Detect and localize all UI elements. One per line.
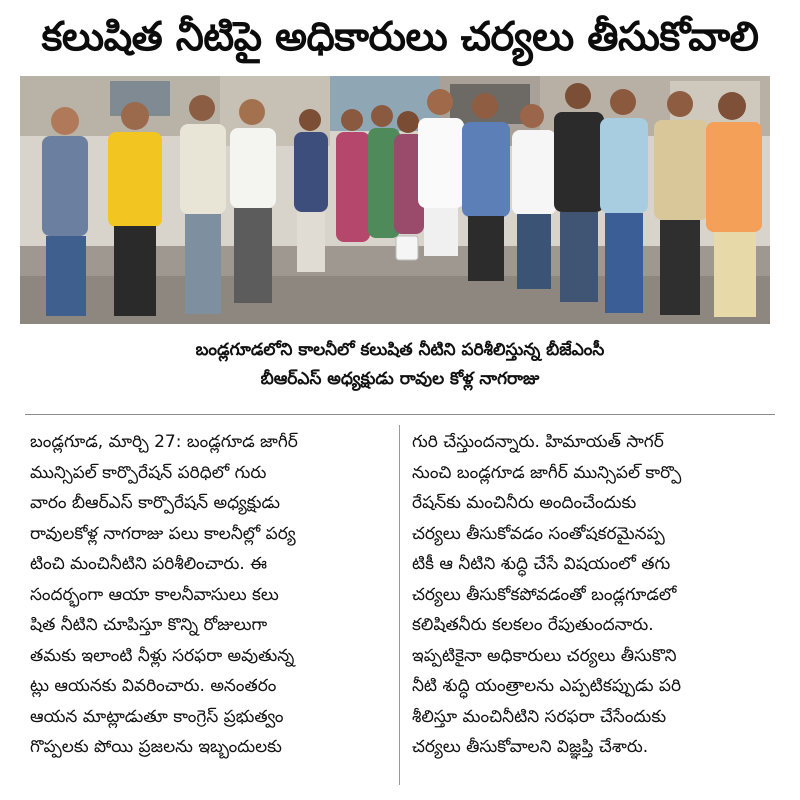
caption-divider — [25, 414, 775, 415]
article-line: చర్యలు తీసుకోకపోవడంతో బండ్లగూడలో — [412, 584, 677, 605]
caption-line-2: బీఆర్ఎస్ అధ్యక్షుడు రావుల కోళ్ల నాగరాజు — [260, 369, 540, 389]
article-line: టికీ ఆ నీటిని శుద్ధి చేసే విషయంలో తగు — [412, 554, 671, 574]
article-line: ఇప్పటికైనా అధికారులు చర్యలు తీసుకొని — [412, 645, 677, 666]
article-line: రేషన్‌కు మంచినీరు అందించేందుకు — [412, 493, 637, 513]
article-line: నీటి శుద్ధి యంత్రాలను ఎప్పటికప్పుడు పరి — [412, 676, 682, 696]
article-line: షిత నీటిని చూపిస్తూ కొన్ని రోజులుగా — [30, 615, 268, 635]
article-line: మున్సిపల్ కార్పొరేషన్ పరిధిలో గురు — [30, 462, 267, 483]
news-photo — [20, 76, 770, 324]
article-line: నుంచి బండ్లగూడ జాగీర్ మున్సిపల్ కార్పొ — [412, 462, 682, 483]
photo-caption — [40, 336, 760, 394]
group-photo-icon — [20, 76, 770, 324]
article-line: టించి మంచినీటిని పరిశీలించారు. ఈ — [30, 554, 268, 574]
article-line: రావులకోళ్ల నాగరాజు పలు కాలనీల్లో పర్య — [30, 523, 296, 544]
article-line: గొప్పలకు పోయి ప్రజలను ఇబ్బందులకు — [30, 737, 282, 757]
article-line: కలిషితనీరు కలకలం రేపుతుందనారు. — [412, 615, 654, 635]
article-line: చర్యలు తీసుకోవడం సంతోషకరమైనప్ప — [412, 523, 665, 544]
article-column-left — [30, 427, 382, 763]
article-column-right — [412, 427, 764, 763]
column-divider — [399, 425, 400, 785]
article-line: బండ్లగూడ, మార్చి 27: బండ్లగూడ జాగీర్ — [30, 432, 298, 452]
headline: కలుషిత నీటిపై అధికారులు చర్యలు తీసుకోవాలి — [41, 14, 759, 60]
caption-line-1: బండ్లగూడలోని కాలనీలో కలుషిత నీటిని పరిశీలిస్తున్న బీజేఎంసీ — [195, 340, 605, 360]
article-line: ట్లు ఆయనకు వివరించారు. అనంతరం — [30, 676, 277, 696]
article-line: వారం బీఆర్ఎస్ కార్పొరేషన్ అధ్యక్షుడు — [30, 493, 280, 513]
article-line: శీలిస్తూ మంచినీటిని సరఫరా చేసేందుకు — [412, 706, 667, 727]
article-line: గురి చేస్తుందన్నారు. హిమాయత్ సాగర్ — [412, 432, 664, 452]
article-line: చర్యలు తీసుకోవాలని విజ్ఞప్తి చేశారు. — [412, 737, 649, 757]
article-line: తమకు ఇలాంటి నీళ్లు సరఫరా అవుతున్న — [30, 645, 295, 666]
article-line: సందర్భంగా ఆయా కాలనీవాసులు కలు — [30, 584, 279, 605]
article-line: ఆయన మాట్లాడుతూ కాంగ్రెస్ ప్రభుత్వం — [30, 706, 284, 727]
